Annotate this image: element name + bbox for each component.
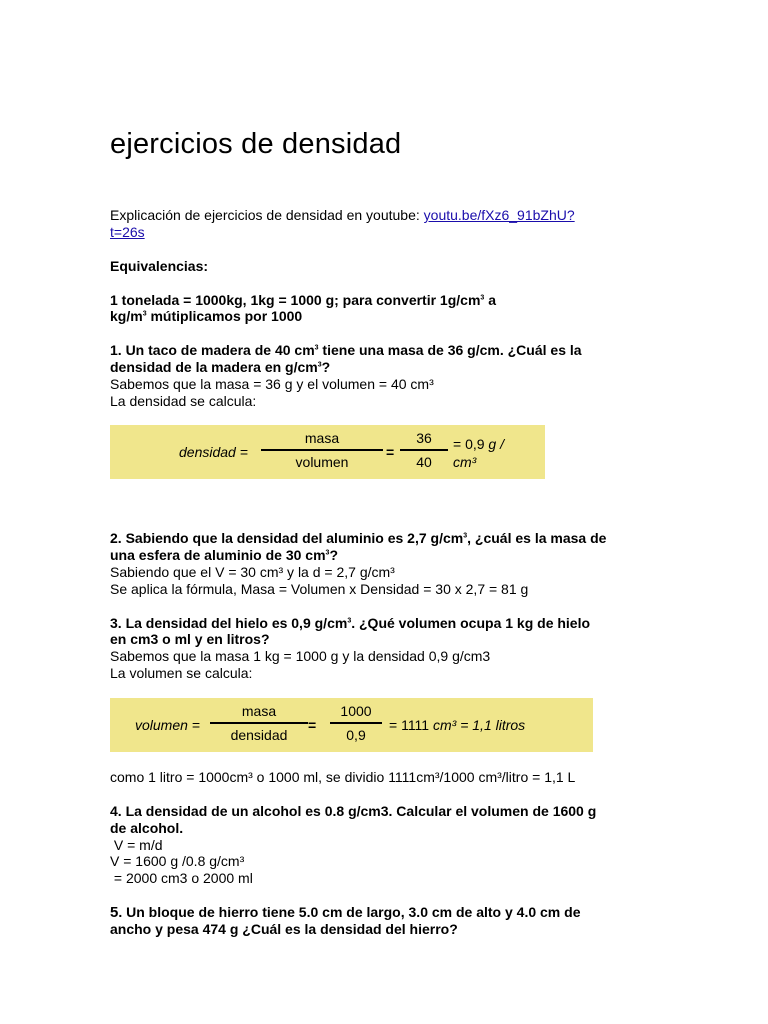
intro-line-2 — [110, 224, 145, 241]
q5-number: 5 — [110, 904, 119, 921]
denominator: 40 — [416, 454, 432, 470]
density-formula-box — [110, 425, 545, 479]
question-1-line-1 — [110, 342, 582, 359]
question-3-line-4: La volumen se calcula: — [110, 665, 253, 681]
q1-text: densidad de la madera en g/cm — [110, 359, 318, 375]
q3-text: 3. La densidad del hielo es 0,9 g/cm — [110, 615, 348, 631]
q2-text: una esfera de aluminio de 30 cm — [110, 547, 326, 563]
superscript: 3 — [347, 617, 352, 625]
question-5-line-2: ancho y pesa 474 g ¿Cuál es la densidad del hierro? — [110, 921, 458, 937]
question-4-line-5: = 2000 cm3 o 2000 ml — [110, 870, 253, 886]
fraction-masa-volumen — [261, 430, 383, 470]
equivalencias-line-2 — [110, 308, 302, 325]
fraction-masa-densidad — [210, 703, 308, 743]
formula-result-unit: cm³ — [453, 454, 477, 470]
fraction-1000-09 — [330, 703, 382, 743]
question-4-line-2: de alcohol. — [110, 820, 184, 836]
question-2-line-2 — [110, 547, 338, 564]
fraction-bar — [261, 449, 383, 451]
conversion-line: como 1 litro = 1000cm³ o 1000 ml, se dividio 1111cm³/1000 cm³/litro = 1,1 L — [110, 769, 576, 785]
youtube-link[interactable]: youtu.be/fXz6_91bZhU? — [423, 207, 575, 223]
denominator: densidad — [230, 727, 288, 743]
equiv-text: 1 tonelada = 1000kg, 1kg = 1000 g; para convertir 1g/cm — [110, 292, 481, 308]
result-unit: cm³ = 1,1 litros — [432, 717, 526, 733]
result-value: = 0,9 — [453, 436, 489, 452]
q2-text-tail: , ¿cuál es la masa de — [467, 530, 607, 546]
q1-text: 1. Un taco de madera de 40 cm — [110, 342, 315, 358]
question-4-line-4: V = 1600 g /0.8 g/cm³ — [110, 853, 245, 869]
question-5-line-1 — [110, 904, 581, 921]
intro-line — [110, 207, 575, 224]
youtube-link-continued[interactable]: t=26s — [110, 224, 145, 240]
page-title: ejercicios de densidad — [110, 128, 402, 160]
fraction-36-40 — [400, 430, 448, 470]
question-1-line-4: La densidad se calcula: — [110, 393, 257, 409]
equals-sign: = — [308, 717, 317, 733]
formula-result — [389, 717, 525, 733]
intro-text: Explicación de ejercicios de densidad en youtube: — [110, 207, 424, 223]
denominator: 0,9 — [346, 727, 366, 743]
superscript: 3 — [317, 361, 322, 369]
equivalencias-heading: Equivalencias: — [110, 258, 209, 274]
superscript: 3 — [480, 294, 485, 302]
question-4-line-3: V = m/d — [110, 837, 163, 853]
equiv-text-tail: a — [484, 292, 496, 308]
numerator: 1000 — [340, 703, 372, 719]
question-3-line-2: en cm3 o ml y en litros? — [110, 631, 270, 647]
formula-label: densidad = — [179, 444, 248, 460]
result-value: = 1111 — [389, 717, 433, 733]
question-2-line-4: Se aplica la fórmula, Masa = Volumen x Densidad = 30 x 2,7 = 81 g — [110, 581, 529, 597]
question-4-line-1: 4. La densidad de un alcohol es 0.8 g/cm3. Calcular el volumen de 1600 g — [110, 803, 597, 819]
equiv-text: kg/m — [110, 308, 143, 324]
question-3-line-3: Sabemos que la masa 1 kg = 1000 g y la densidad 0,9 g/cm3 — [110, 648, 491, 664]
numerator: masa — [304, 430, 340, 446]
q2-text: 2. Sabiendo que la densidad del aluminio es 2,7 g/cm — [110, 530, 464, 546]
formula-label: volumen = — [135, 717, 200, 733]
q1-text-tail: ? — [321, 359, 331, 375]
numerator: masa — [241, 703, 277, 719]
fraction-bar — [400, 449, 448, 451]
q2-text-tail: ? — [329, 547, 338, 563]
question-2-line-3: Sabiendo que el V = 30 cm³ y la d = 2,7 g/cm³ — [110, 564, 395, 580]
equals-sign: = — [386, 444, 395, 460]
question-3-line-1 — [110, 615, 590, 632]
superscript: 3 — [325, 549, 330, 557]
question-2-line-1 — [110, 530, 606, 547]
fraction-bar — [330, 722, 382, 724]
denominator: volumen — [295, 454, 349, 470]
formula-result — [453, 436, 504, 452]
superscript: 3 — [142, 310, 147, 318]
q3-text-tail: . ¿Qué volumen ocupa 1 kg de hielo — [351, 615, 591, 631]
superscript: 3 — [463, 532, 468, 540]
volume-formula-box — [110, 698, 593, 752]
q1-text-tail: tiene una masa de 36 g/cm. ¿Cuál es la — [318, 342, 582, 358]
fraction-bar — [210, 722, 308, 724]
numerator: 36 — [416, 430, 432, 446]
question-1-line-3: Sabemos que la masa = 36 g y el volumen = 40 cm³ — [110, 376, 434, 392]
equiv-text-tail: mútiplicamos por 1000 — [146, 308, 303, 324]
superscript: 3 — [314, 344, 319, 352]
result-unit: g / — [488, 436, 504, 452]
equivalencias-line-1 — [110, 292, 496, 309]
question-1-line-2 — [110, 359, 330, 376]
q5-text: . Un bloque de hierro tiene 5.0 cm de largo, 3.0 cm de alto y 4.0 cm de — [118, 904, 581, 920]
